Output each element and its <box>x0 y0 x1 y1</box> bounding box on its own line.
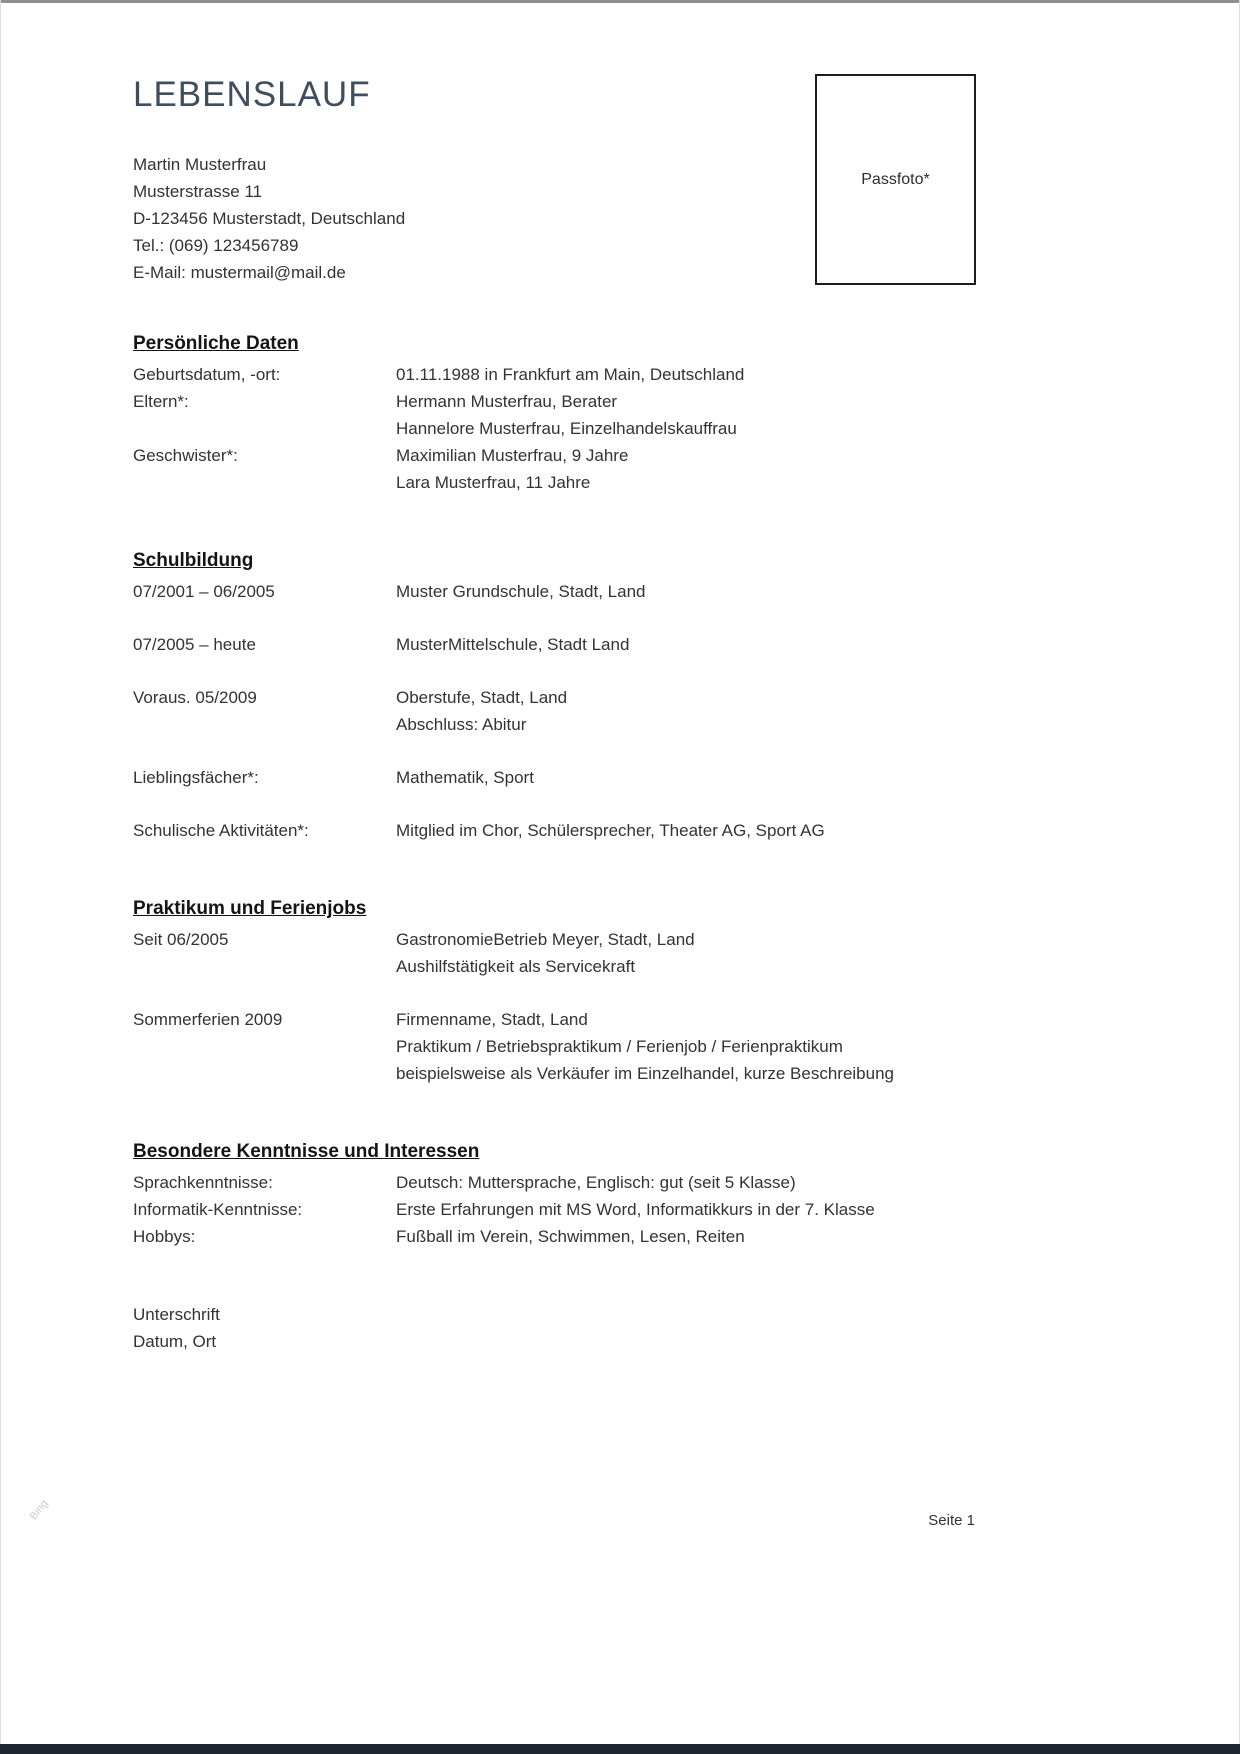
field-row <box>133 1060 1110 1087</box>
field-value: Firmenname, Stadt, Land <box>396 1010 588 1029</box>
field-value: Aushilfstätigkeit als Servicekraft <box>396 957 636 976</box>
field-label: Voraus. 05/2009 <box>133 688 257 707</box>
passfoto-label: Passfoto* <box>861 170 930 188</box>
field-row <box>133 953 1110 980</box>
field-value: Deutsch: Muttersprache, Englisch: gut (seit 5 Klasse) <box>396 1173 796 1192</box>
field-label: Sprachkenntnisse: <box>133 1173 273 1192</box>
field-label <box>133 415 396 442</box>
field-row <box>133 578 1110 605</box>
page-number: Seite 1 <box>928 1512 975 1529</box>
field-value: Hermann Musterfrau, Berater <box>396 392 618 411</box>
field-label: Geburtsdatum, -ort: <box>133 365 281 384</box>
field-row <box>133 388 1110 415</box>
contact-street: Musterstrasse 11 <box>133 182 263 201</box>
field-row <box>133 1196 1110 1223</box>
field-row <box>133 361 1110 388</box>
field-value: Erste Erfahrungen mit MS Word, Informatikkurs in der 7. Klasse <box>396 1200 875 1219</box>
signature-block <box>133 1301 1110 1355</box>
field-label: Hobbys: <box>133 1227 196 1246</box>
field-label <box>133 469 396 496</box>
field-label <box>133 953 396 980</box>
field-label: Sommerferien 2009 <box>133 1010 283 1029</box>
field-value: 01.11.1988 in Frankfurt am Main, Deutschland <box>396 365 745 384</box>
field-value: Muster Grundschule, Stadt, Land <box>396 582 646 601</box>
field-row <box>133 764 1110 791</box>
page-top-edge <box>0 0 1240 3</box>
field-value: Fußball im Verein, Schwimmen, Lesen, Reiten <box>396 1227 745 1246</box>
section-besondere-kenntnisse <box>133 1140 1110 1250</box>
section-praktikum-und-ferienjobs <box>133 897 1110 1087</box>
field-row <box>133 442 1110 469</box>
field-row <box>133 469 1110 496</box>
contact-phone: Tel.: (069) 123456789 <box>133 236 299 255</box>
field-value: Hannelore Musterfrau, Einzelhandelskauffrau <box>396 419 737 438</box>
section-heading: Schulbildung <box>133 550 254 571</box>
field-value: Abschluss: Abitur <box>396 715 527 734</box>
section-heading: Praktikum und Ferienjobs <box>133 898 367 919</box>
field-value: Mitglied im Chor, Schülersprecher, Theater AG, Sport AG <box>396 821 825 840</box>
field-row <box>133 817 1110 844</box>
field-label <box>133 1033 396 1060</box>
signature-date-place: Datum, Ort <box>133 1332 217 1351</box>
section-schulbildung <box>133 549 1110 844</box>
contact-email: E-Mail: mustermail@mail.de <box>133 263 346 282</box>
field-row <box>133 926 1110 953</box>
field-row <box>133 631 1110 658</box>
field-value: beispielsweise als Verkäufer im Einzelhandel, kurze Beschreibung <box>396 1064 894 1083</box>
watermark: Bing <box>27 1497 51 1523</box>
field-row <box>133 1006 1110 1033</box>
field-row <box>133 1033 1110 1060</box>
field-row <box>133 1223 1110 1250</box>
field-label: Geschwister*: <box>133 446 238 465</box>
field-row <box>133 1169 1110 1196</box>
passfoto-placeholder <box>815 74 976 285</box>
contact-city: D-123456 Musterstadt, Deutschland <box>133 209 406 228</box>
field-value: Praktikum / Betriebspraktikum / Ferienjob / Ferienpraktikum <box>396 1037 843 1056</box>
field-label <box>133 1060 396 1087</box>
field-value: Maximilian Musterfrau, 9 Jahre <box>396 446 629 465</box>
section-heading: Besondere Kenntnisse und Interessen <box>133 1141 480 1162</box>
field-label: Informatik-Kenntnisse: <box>133 1200 303 1219</box>
field-row <box>133 711 1110 738</box>
field-label: Schulische Aktivitäten*: <box>133 821 309 840</box>
field-value: Oberstufe, Stadt, Land <box>396 688 568 707</box>
section-persoenliche-daten <box>133 332 1110 496</box>
field-value: Mathematik, Sport <box>396 768 534 787</box>
field-label <box>133 711 396 738</box>
field-row <box>133 684 1110 711</box>
contact-name: Martin Musterfrau <box>133 155 267 174</box>
field-row <box>133 415 1110 442</box>
signature-line: Unterschrift <box>133 1305 220 1324</box>
field-label: Lieblingsfächer*: <box>133 768 259 787</box>
field-label: Seit 06/2005 <box>133 930 229 949</box>
field-label: 07/2001 – 06/2005 <box>133 582 275 601</box>
field-label: Eltern*: <box>133 392 189 411</box>
field-value: MusterMittelschule, Stadt Land <box>396 635 630 654</box>
field-value: GastronomieBetrieb Meyer, Stadt, Land <box>396 930 695 949</box>
bottom-bar <box>0 1744 1240 1754</box>
section-heading: Persönliche Daten <box>133 333 299 354</box>
page-title: LEBENSLAUF <box>133 75 371 114</box>
field-value: Lara Musterfrau, 11 Jahre <box>396 473 591 492</box>
field-label: 07/2005 – heute <box>133 635 256 654</box>
page-left-edge <box>0 0 1 1754</box>
